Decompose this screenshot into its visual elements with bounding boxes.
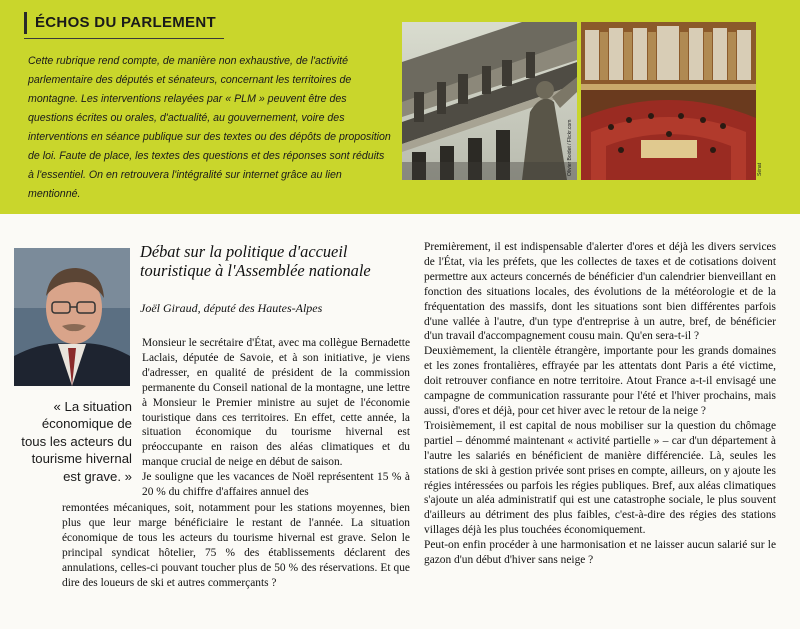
section-intro: Cette rubrique rend compte, de manière non exhaustive, de l'activité parlementaire des députés et sénateurs, concernant les territoires de montagne. Les interventions relayées par « PLM » peuvent être des questions écrites ou orales, d'actualité, au gouvernement, voire des interventions en séance publique sur des textes ou des dépôts de proposition de loi. Faute de place, les textes des questions et des réponses sont réduits à l'essentiel. On en retrouvera l'intégralité sur internet grâce au lien mentionné.: [28, 55, 391, 200]
article-column-1: [142, 336, 410, 500]
paragraph-conclusion: Peut-on enfin procéder à une harmonisation et ne laisser aucun salarié sur le gazon d'un début d'hiver sans neige ?: [424, 539, 776, 567]
article-title: Débat sur la politique d'accueil touristique à l'Assemblée nationale: [140, 242, 371, 280]
section-title: [24, 12, 216, 34]
paragraph-deuxiemement: Deuxièmement, la clientèle étrangère, importante pour les grands domaines et les zones frontalières, effrayée par les attentats dont Paris a été victime, doit retrouver confiance en notre territoire. Atout France a-t-il envisagé une campagne de communication rassurante pour l'été et l'hiver prochains, mais aussi, d'ores et déjà, pour cet hiver avec le retour de la neige ?: [424, 345, 776, 417]
hemicycle-image: [581, 22, 756, 180]
paragraph-troisiemement: Troisièmement, il est capital de nous mobiliser sur la question du chômage partiel – dénommé maintenant « activité partielle » – car d'un département à l'autre les salariés en bénéficient de manière différenciée. Là, seules les stations de ski à gestion privée sont prises en compte, ailleurs, on y ajoute les régies intéressées ou parfois les régies publiques. Bref, aux aléas climatiques s'ajoute un aléa administratif qui est une catastrophe sociale, le plus souvent d'ailleurs au détriment des plus faibles, c'est-à-dire des régies des stations villages déjà les plus touchées économiquement.: [424, 419, 776, 537]
title-rule: [24, 38, 224, 39]
pull-quote: « La situation économique de tous les acteurs du tourisme hivernal est grave. »: [21, 399, 132, 484]
author-portrait: [14, 248, 130, 386]
senat-hemicycle-photo: [581, 22, 756, 180]
article-author: Joël Giraud, député des Hautes-Alpes: [140, 301, 323, 315]
facade-image: [402, 22, 577, 180]
photo2-credit: Sénat: [757, 162, 763, 176]
paragraph-2-continued: remontées mécaniques, soit, notamment pour les stations moyennes, bien plus que leur marge bénéficiaire le restant de l'année. La situation économique de tous les acteurs du tourisme hivernal est grave. Selon le principal syndicat hôtelier, 75 % des établissements déclarent des annulations, celles-ci pouvant toucher plus de 50 % des réservations. Et que dire des loueurs de ski et autres commerçants ?: [62, 502, 410, 589]
portrait-image: [14, 248, 130, 386]
paragraph-2-start: Je souligne que les vacances de Noël représentent 15 % à 20 % du chiffre d'affaires annuel des: [142, 471, 410, 499]
paragraph-premierement: Premièrement, il est indispensable d'alerter d'ores et déjà les divers services de l'État, via les préfets, que les collectes de taxes et de cotisations doivent permettre aux acteurs concernés de bénéficier d'un calendrier bienveillant en fonction des situations locales, des évolutions de la météorologie et de la fréquentation des massifs, dont les situations sont bien différentes parfois d'une vallée à l'autre, d'un type d'entreprise à un autre, bref, de bénéficier d'un travail d'accompagnement cousu main. Qu'en sera-t-il ?: [424, 241, 776, 343]
article-column-1-wide: [62, 501, 410, 590]
article-column-2: [424, 240, 776, 568]
photo1-credit: Olivier Boidet / Flickr.com: [567, 119, 573, 176]
assemblee-facade-photo: [402, 22, 577, 180]
section-banner: [0, 0, 800, 214]
section-title-text: ÉCHOS DU PARLEMENT: [35, 14, 216, 31]
paragraph-1: Monsieur le secrétaire d'État, avec ma collègue Bernadette Laclais, députée de Savoie, et à son initiative, je viens d'adresser, en qualité de président de la commission permanente du Conseil national de la montagne, une lettre à Monsieur le Premier ministre au sujet de l'économie touristique dans ces territoires. En effet, cette année, la situation économique du tourisme hivernal est préoccupante en raison des aléas climatiques et du manque crucial de neige en début de saison.: [142, 337, 410, 469]
